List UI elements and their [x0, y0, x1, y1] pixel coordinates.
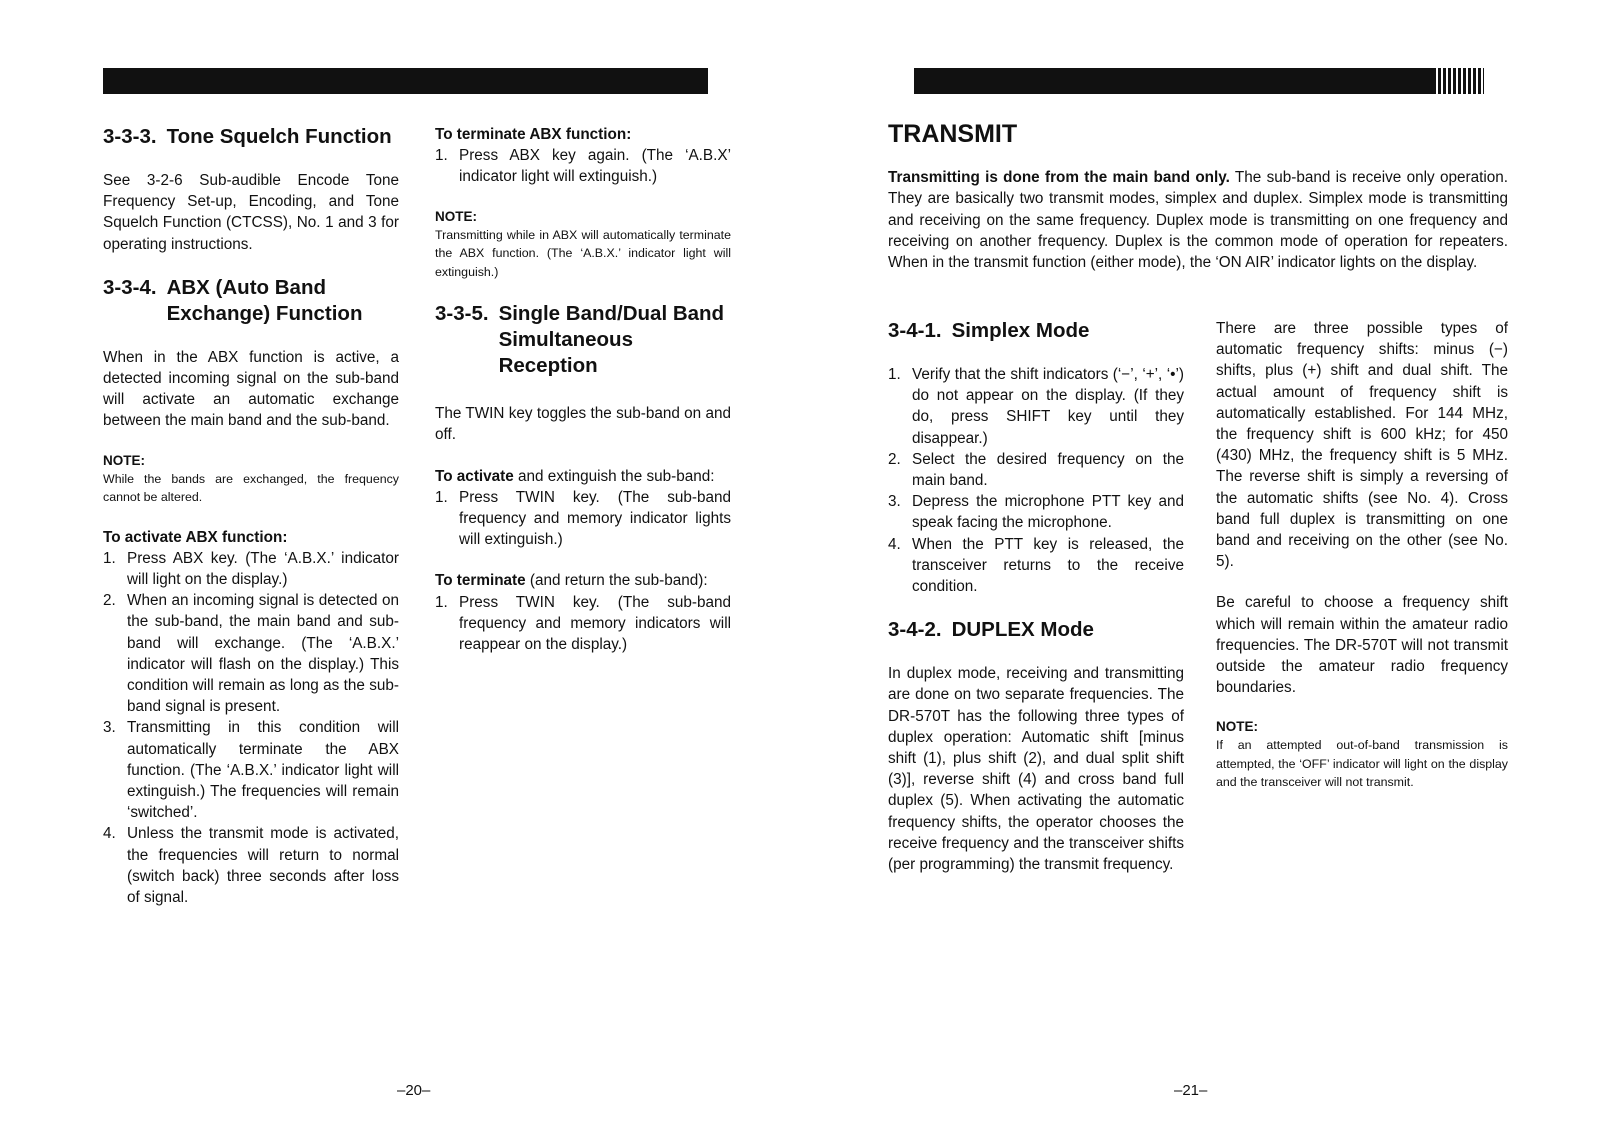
list-item: 2. When an incoming signal is detected on the sub-band, the main band and sub-band will exchange. (The ‘A.B.X.’ indicator will flash on the display.) This condition will remain as long as the sub-band signal is present.: [103, 592, 399, 716]
note-label: NOTE:: [435, 208, 477, 224]
section-title: ABX (Auto Band Exchange) Function: [166, 275, 363, 325]
list-item: 1. Verify that the shift indicators (‘−’, ‘+’, ‘•’) do not appear on the display. (If they do, press SHIFT key until they disappear.): [888, 366, 1184, 447]
page-number-right: –21–: [1174, 1082, 1208, 1099]
left-page-column-2: [435, 124, 731, 655]
paragraph: When in the ABX function is active, a detected incoming signal on the sub-band will activate an automatic exchange between the main band and the sub-band.: [103, 348, 399, 430]
list-item: 3. Depress the microphone PTT key and speak facing the microphone.: [888, 493, 1184, 532]
header-bar-ticks: [1436, 68, 1484, 94]
list-item: 1. Press ABX key again. (The ‘A.B.X’ indicator light will extinguish.): [435, 147, 731, 186]
page-title: TRANSMIT: [888, 120, 1018, 148]
section-number: 3-3-3.: [103, 125, 157, 148]
paragraph: To activate and extinguish the sub-band:: [435, 467, 715, 485]
section-heading-3-3-4: [103, 275, 399, 327]
left-page-column-1: [103, 124, 399, 908]
list-item: 1. Press TWIN key. (The sub-band frequency and memory indicator lights will extinguish.): [435, 488, 731, 549]
list-item: 4. Unless the transmit mode is activated, the frequencies will return to normal (switch back) three seconds after loss of signal.: [103, 825, 399, 907]
section-title: Simplex Mode: [951, 319, 1090, 342]
note-label: NOTE:: [1216, 719, 1258, 735]
section-number: 3-4-1.: [888, 319, 942, 342]
note-text: If an attempted out-of-band transmission is attempted, the ‘OFF’ indicator will light on the display and the transceiver will not transmit.: [1216, 738, 1508, 790]
paragraph: Transmitting is done from the main band only. The sub-band is receive only operation. They are basically two transmit modes, simplex and duplex. Simplex mode is transmitting and receiving on the same frequency. Duplex mode is transmitting on one frequency and receiving on another frequency. Duplex is the common mode of operation for repeaters. When in the transmit function (either mode), the ‘ON AIR’ indicator lights on the display.: [888, 169, 1509, 272]
subheading-terminate-abx: To terminate ABX function:: [435, 126, 632, 143]
paragraph: Be careful to choose a frequency shift which will remain within the amateur radio frequencies. The DR-570T will not transmit outside the amateur radio frequency boundaries.: [1216, 594, 1508, 697]
terminate-abx-steps: [435, 145, 731, 187]
activate-twin-steps: [435, 487, 731, 551]
section-number: 3-4-2.: [888, 618, 942, 642]
paragraph: In duplex mode, receiving and transmitting are done on two separate frequencies. The DR-570T has the following three types of duplex operation: Automatic shift [minus shift (1), plus shift (2), and dual split shift (3)], reverse shift (4) and cross band full duplex (5). When activating the automatic frequency shifts, the operator chooses the receive frequency and the transceiver shifts (per programming) the transmit frequency.: [888, 665, 1184, 874]
page-number-left: –20–: [397, 1082, 431, 1099]
terminate-twin-steps: [435, 592, 731, 656]
right-page-column-2: [1216, 318, 1508, 792]
section-heading-3-3-5: [435, 301, 731, 379]
subheading-activate-abx: To activate ABX function:: [103, 528, 288, 546]
section-title: Tone Squelch Function: [166, 125, 392, 148]
section-title: DUPLEX Mode: [951, 618, 1094, 642]
right-page-column-1: [888, 318, 1184, 875]
section-heading-3-4-1: [888, 318, 1184, 344]
activate-abx-steps: [103, 548, 399, 908]
list-item: 1. Press TWIN key. (The sub-band frequency and memory indicators will reappear on the display.): [435, 593, 731, 653]
note-text: Transmitting while in ABX will automatically terminate the ABX function. (The ‘A.B.X.’ indicator light will extinguish.): [435, 227, 731, 279]
right-page-intro: [888, 120, 1509, 273]
section-number: 3-3-4.: [103, 275, 157, 299]
paragraph: The TWIN key toggles the sub-band on and off.: [435, 405, 731, 444]
list-item: 1. Press ABX key. (The ‘A.B.X.’ indicator will light on the display.): [103, 549, 399, 589]
list-item: 4. When the PTT key is released, the transceiver returns to the receive condition.: [888, 535, 1184, 596]
section-title: Single Band/Dual Band Simultaneous Reception: [498, 302, 725, 378]
section-heading-3-3-3: [103, 124, 399, 150]
paragraph: See 3-2-6 Sub-audible Encode Tone Frequency Set-up, Encoding, and Tone Squelch Function (CTCSS), No. 1 and 3 for operating instructions.: [103, 172, 399, 253]
note-text: While the bands are exchanged, the frequency cannot be altered.: [103, 471, 399, 505]
paragraph: To terminate (and return the sub-band):: [435, 572, 708, 590]
header-bar-left: [103, 68, 708, 94]
header-bar-right: [914, 68, 1484, 94]
simplex-steps: [888, 364, 1184, 597]
paragraph: There are three possible types of automatic frequency shifts: minus (−) shifts, plus (+) shift and dual shift. The actual amount of frequency shift is automatically established. For 144 MHz, the frequency shift is 600 kHz; for 450 (430) MHz, the frequency shift is 5 MHz. The reverse shift is simply a reversing of the automatic shifts (see No. 4). Cross band full duplex is transmitting on one band and receiving on the other (see No. 5).: [1216, 320, 1508, 571]
section-heading-3-4-2: [888, 617, 1184, 643]
list-item: 2. Select the desired frequency on the main band.: [888, 450, 1184, 490]
list-item: 3. Transmitting in this condition will automatically terminate the ABX function. (The ‘A.B.X.’ indicator light will extinguish.) The frequencies will remain ‘switched’.: [103, 719, 399, 822]
section-number: 3-3-5.: [435, 302, 489, 326]
note-label: NOTE:: [103, 452, 145, 468]
